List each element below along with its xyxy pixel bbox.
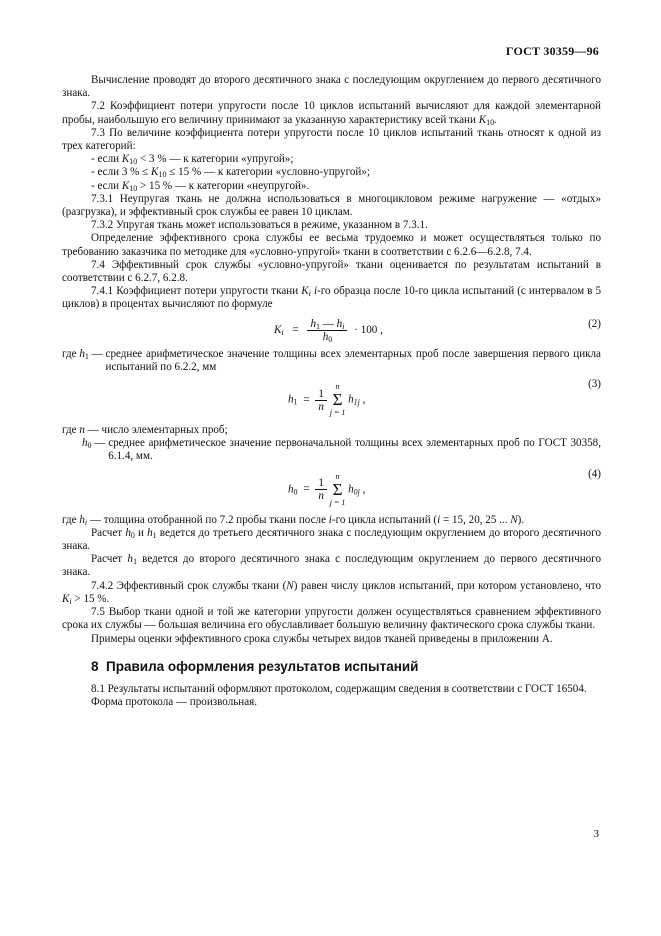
formula-2: $K_i$ = $\frac{h_1 — h_i}{h_0}$ · 100 , (2) bbox=[274, 317, 601, 344]
formula-2-fraction: $\frac{h_1 — h_i}{h_0}$ bbox=[307, 318, 347, 343]
definition-n: где n — число элементарных проб; bbox=[62, 424, 228, 437]
category-elastic: - если $K_{10} < 3$ % — к категории «упругой»; bbox=[91, 153, 294, 167]
formula-2-lhs: K bbox=[274, 323, 282, 336]
intro-paragraph: Вычисление проводят до второго десятичного знака с последующим округлением до первого десятичного знака. bbox=[62, 74, 601, 100]
protocol-form-note: Форма протокола — произвольная. bbox=[91, 696, 258, 709]
formula-4: $h_0$ = $\frac{1}{n}$ n Σ j = 1 $h_{0j}$ , (4) bbox=[288, 467, 601, 507]
formula-4-number: (4) bbox=[588, 467, 601, 480]
definition-h0: $h_0$ — среднее арифметическое значение первоначальной толщины всех элементарных проб по ГОСТ 30358, 6.1.4, мм. bbox=[82, 437, 601, 463]
category-conditionally-elastic: - если 3 % ≤ $K_{10} \le 15$ % — к категории «условно-упругой»; bbox=[91, 166, 370, 180]
calc-note-2: Расчет $h_1$ ведется до второго десятичного знака с последующим округлением до первого десятичного знака. bbox=[62, 553, 602, 579]
clause-8-1: 8.1 Результаты испытаний оформляют протоколом, содержащим сведения в соответствии с ГОСТ 16504. bbox=[91, 682, 587, 695]
document-body bbox=[62, 74, 601, 709]
clause-7-5: 7.5 Выбор ткани одной и той же категории упругости должен осуществляться сравнением эффективного срока их службы — большая величина его обуславливает большую величину фактического срока службы ткани. bbox=[62, 606, 601, 632]
category-inelastic: - если $K_{10} > 15$ % — к категории «неупругой». bbox=[91, 179, 310, 193]
definition-hi: где $h_i$ — толщина отобранной по 7.2 пробы ткани после i-го цикла испытаний (i = 15, 20, 25 ... N). bbox=[62, 513, 525, 527]
clause-7-3-1: 7.3.1 Неупругая ткань не должна использоваться в многоцикловом режиме нагружение — «отдых» (разгрузка), и эффективный срок службы ее равен 10 циклам. bbox=[62, 192, 601, 219]
clause-7-4: 7.4 Эффективный срок службы «условно-упругой» ткани оценивается по результатам испытаний в соответствии с 6.2.7, 6.2.8. bbox=[62, 258, 601, 285]
page-number: 3 bbox=[593, 828, 599, 840]
calc-note-1: Расчет $h_0$ и $h_1$ ведется до третьего десятичного знака с последующим округлением до второго десятичного знака. bbox=[62, 526, 602, 553]
definition-paragraph: Определение эффективного срока службы ее весьма трудоемко и может осуществляться только по требованию заказчика по методике для «условно-упругой» ткани в соответствии с 6.2.6—6.2.8, 7.4. bbox=[62, 232, 601, 258]
examples-paragraph: Примеры оценки эффективного срока службы четырех видов тканей приведены в приложении А. bbox=[91, 632, 553, 645]
formula-2-number: (2) bbox=[588, 317, 601, 330]
section-8-heading: 8 Правила оформления результатов испытаний bbox=[91, 658, 419, 674]
formula-3-number: (3) bbox=[588, 378, 601, 391]
formula-3: $h_1$ = $\frac{1}{n}$ n Σ j = 1 $h_{1j}$ , (3) bbox=[288, 378, 601, 418]
clause-7-3: 7.3 По величине коэффициента потери упругости после 10 циклов испытаний ткань относят к одной из трех категорий: bbox=[62, 126, 601, 153]
clause-7-4-1: 7.4.1 Коэффициент потери упругости ткани $K_i$ i-го образца после 10-го цикла испытаний (с интервалом в 5 циклов) в процентах вычисляют по формуле bbox=[62, 285, 601, 311]
sum-symbol: n Σ j = 1 bbox=[329, 382, 346, 418]
clause-7-2: 7.2 Коэффициент потери упругости после 10 циклов испытаний вычисляют для каждой элементарной пробы, наибольшую его величину принимают за указанную характеристику всей ткани $K_{10}$. bbox=[62, 100, 601, 127]
definition-h1: где $h_1$ — среднее арифметическое значение толщины всех элементарных проб после завершения первого цикла испытаний по 6.2.2, мм bbox=[62, 347, 601, 373]
clause-7-4-2: 7.4.2 Эффективный срок службы ткани (N) равен числу циклов испытаний, при котором установлено, что $K_i > 15$ %. bbox=[62, 579, 602, 606]
clause-7-3-2: 7.3.2 Упругая ткань может использоваться в режиме, указанном в 7.3.1. bbox=[91, 219, 428, 232]
document-code: ГОСТ 30359—96 bbox=[505, 44, 599, 58]
